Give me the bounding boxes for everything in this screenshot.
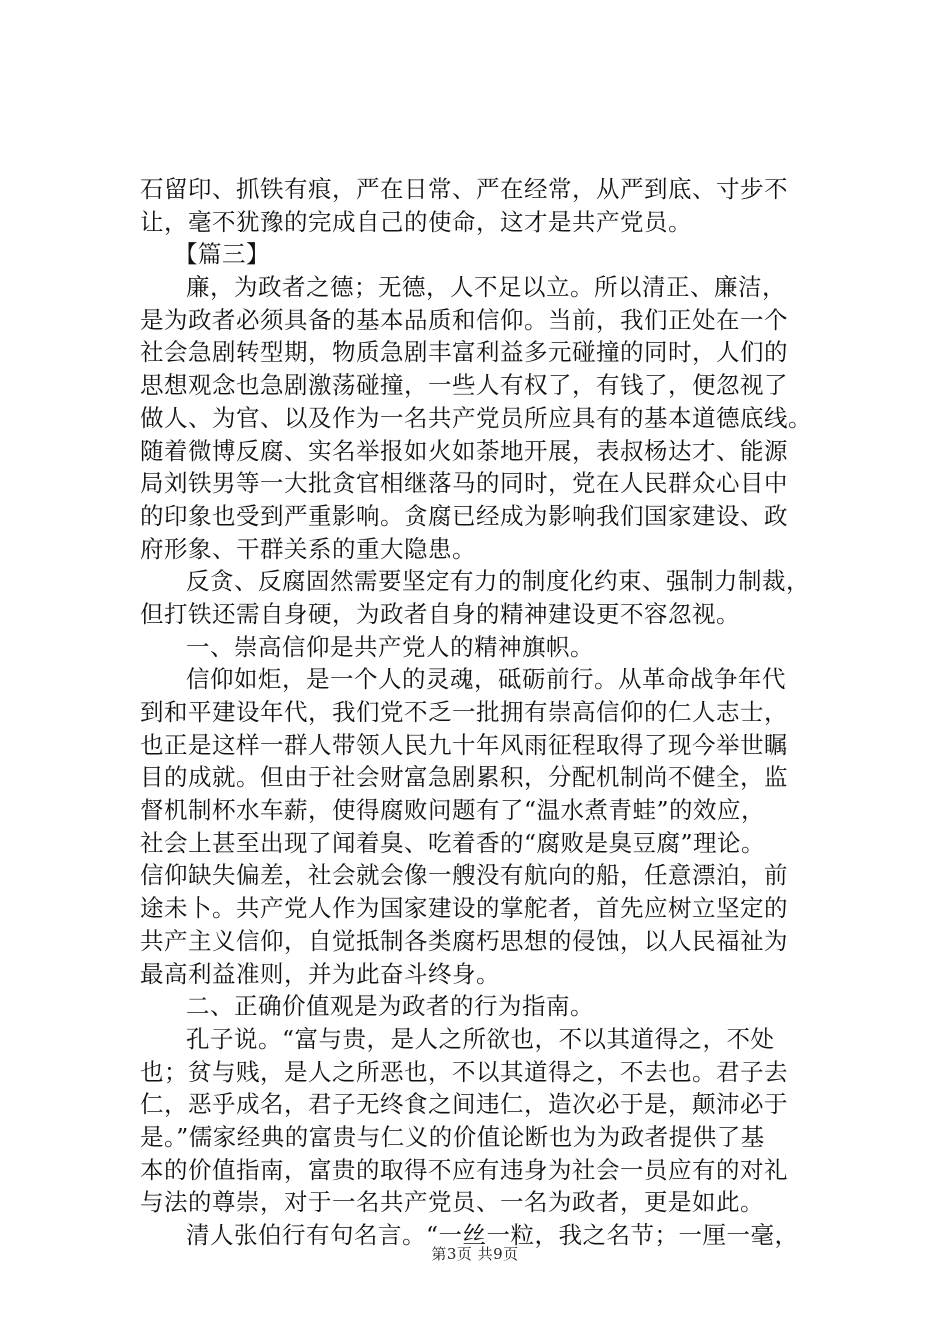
subheading: 一、崇高信仰是共产党人的精神旗帜。 (186, 632, 594, 661)
page-footer (0, 1244, 950, 1264)
paragraph-start: 廉，为政者之德；无德，人不足以立。所以清正、廉洁， (186, 273, 786, 302)
subheading: 二、正确价值观是为政者的行为指南。 (186, 992, 594, 1021)
text-line: 目的成就。但由于社会财富急剧累积，分配机制尚不健全，监 (140, 763, 788, 792)
paragraph-start: 孔子说。“富与贵，是人之所欲也，不以其道得之，不处 (186, 1024, 775, 1053)
text-line: 社会急剧转型期，物质急剧丰富利益多元碰撞的同时，人们的 (140, 338, 788, 367)
body-text (140, 173, 830, 1252)
text-line: 也正是这样一群人带领人民九十年风雨征程取得了现今举世瞩 (140, 730, 788, 759)
text-line: 石留印、抓铁有痕，严在日常、严在经常，从严到底、寸步不 (140, 175, 788, 203)
page-number-label: 第3页 共9页 (431, 1245, 519, 1263)
text-line: 本的价值指南，富贵的取得不应有违身为社会一员应有的对礼 (140, 1155, 788, 1184)
text-line: 局刘铁男等一大批贪官相继落马的同时，党在人民群众心目中 (140, 469, 788, 498)
text-line: 但打铁还需自身硬，为政者自身的精神建设更不容忽视。 (140, 599, 740, 628)
text-line: 让，毫不犹豫的完成自己的使命，这才是共产党员。 (140, 207, 692, 236)
text-line: 信仰缺失偏差，社会就会像一艘没有航向的船，任意漂泊，前 (140, 861, 788, 890)
text-line: 是。”儒家经典的富贵与仁义的价值论断也为为政者提供了基 (140, 1122, 765, 1151)
text-line: 思想观念也急剧激荡碰撞，一些人有权了，有钱了，便忽视了 (140, 371, 788, 400)
text-line: 途未卜。共产党人作为国家建设的掌舵者，首先应树立坚定的 (140, 894, 788, 923)
text-line: 督机制杯水车薪，使得腐败问题有了“温水煮青蛙”的效应， (140, 796, 766, 825)
paragraph-start: 反贪、反腐固然需要坚定有力的制度化约束、强制力制裁， (186, 567, 810, 596)
text-line: 府形象、干群关系的重大隐患。 (140, 534, 476, 563)
text-line: 做人、为官、以及作为一名共产党员所应具有的基本道德底线。 (140, 403, 812, 432)
text-line: 也；贫与贱，是人之所恶也，不以其道得之，不去也。君子去 (140, 1057, 788, 1086)
paragraph-start: 清人张伯行有句名言。“一丝一粒，我之名节；一厘一毫， (186, 1221, 799, 1249)
text-line: 共产主义信仰，自觉抵制各类腐朽思想的侵蚀，以人民福祉为 (140, 926, 788, 955)
text-line: 随着微博反腐、实名举报如火如荼地开展，表叔杨达才、能源 (140, 436, 788, 465)
text-line: 仁，恶乎成名，君子无终食之间违仁，造次必于是，颠沛必于 (140, 1090, 788, 1119)
text-line: 是为政者必须具备的基本品质和信仰。当前，我们正处在一个 (140, 305, 788, 334)
text-line: 最高利益准则，并为此奋斗终身。 (140, 959, 500, 988)
text-line: 社会上甚至出现了闻着臭、吃着香的“腐败是臭豆腐”理论。 (140, 828, 766, 857)
section-heading: 【篇三】 (174, 240, 270, 269)
text-line: 的印象也受到严重影响。贪腐已经成为影响我们国家建设、政 (140, 501, 788, 530)
text-line: 到和平建设年代，我们党不乏一批拥有崇高信仰的仁人志士， (140, 698, 788, 726)
text-line: 与法的尊崇，对于一名共产党员、一名为政者，更是如此。 (140, 1188, 764, 1217)
paragraph-start: 信仰如炬，是一个人的灵魂，砥砺前行。从革命战争年代 (186, 665, 786, 694)
